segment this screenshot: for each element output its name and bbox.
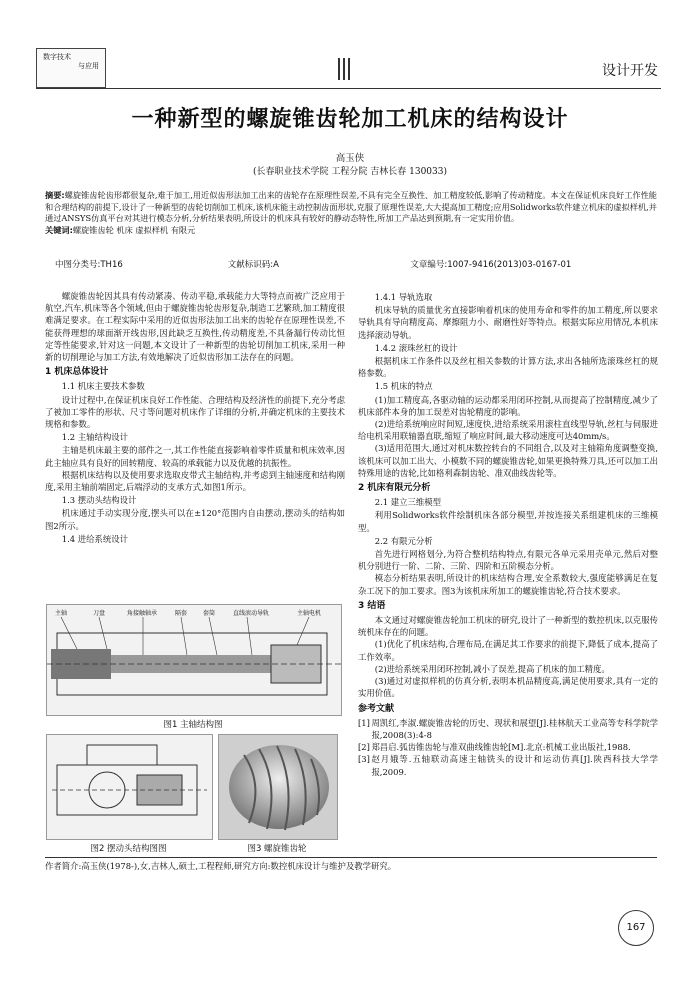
section-1-5-text-b: (2)进给系统响应时间短,速度快,进给系统采用滚柱直线型导轨,丝杠与伺服进给电机采用联轴器直联,缩短了响应时间,最大移动速度可达40mm/s。	[358, 419, 658, 442]
left-column	[45, 290, 345, 546]
section-1-1-text: 设计过程中,在保证机床良好工作性能、合理结构及经济性的前提下,充分考虑了被加工零件的形状、尺寸等问题对机床作了详细的分析,并确定机床的主要技术规格和参数。	[45, 394, 345, 430]
reference-list	[358, 717, 658, 778]
logo-line-1: 数字技术	[43, 53, 71, 61]
fig1-label: 主轴	[55, 610, 68, 617]
fig1-label: 直线滚动导轨	[233, 610, 270, 617]
clc-number: 中图分类号:TH16	[55, 260, 123, 270]
reference-item: [3] 赵月娥等.五轴联动高速主轴铣头的设计和运动仿真[J].陕西科技大学学报,2009.	[358, 754, 658, 777]
figure-1-caption: 图1 主轴结构图	[163, 720, 223, 730]
author-bio-footnote: 作者简介:高玉侠(1978-),女,吉林人,硕士,工程程师,研究方向:数控机床设计与维护及教学研究。	[45, 861, 397, 871]
figure-2-svg	[47, 735, 212, 839]
fig1-label: 主轴电机	[297, 610, 322, 617]
page-number: 167	[618, 910, 654, 946]
article-title: 一种新型的螺旋锥齿轮加工机床的结构设计	[131, 106, 569, 132]
article-number: 文章编号:1007-9416(2013)03-0167-01	[410, 260, 572, 270]
references-heading: 参考文献	[358, 703, 395, 714]
header-divider	[36, 88, 661, 89]
header-bars-decoration	[338, 58, 353, 84]
intro-paragraph: 螺旋锥齿轮因其具有传动紧凑、传动平稳,承载能力大等特点而被广泛应用于航空,汽车,机床等各个领域,但由于螺旋锥齿轮齿形复杂,制造工艺繁琐,加工精度很难满足要求。在工程实际中采用的近似齿形法加工出来的齿轮存在原理性误差,不能获得理想的球面渐开线齿形,因此缺乏互换性,传动精度差,不具备漏行传动比恒定等性能要求,针对这一问题,本文设计了一种新型的齿轮切削加工机床,采用一种新的切削理论与加工方法,有效地解决了近似齿形加工法存在的问题。	[45, 291, 345, 363]
section-1-5-heading: 1.5 机床的特点	[374, 381, 433, 392]
figure-2-swing-head-drawing	[46, 734, 213, 840]
article-meta	[55, 258, 655, 270]
document-code: 文献标识码:A	[227, 260, 279, 270]
footnote-divider	[45, 857, 657, 858]
right-column	[358, 290, 658, 778]
keywords-text: 螺旋锥齿轮 机床 虚拟样机 有限元	[72, 224, 196, 235]
conclusion-text-a: 本文通过对螺旋锥齿轮加工机床的研究,设计了一种新型的数控机床,以克服传统机床存在的问题。	[358, 615, 658, 638]
figure-3-caption: 图3 螺旋锥齿轮	[247, 844, 307, 854]
keywords-label: 关键词:	[45, 224, 73, 235]
section-1-5-text-c: (3)适用范围大,通过对机床数控转台的不同组合,以及对主轴箱角度调整变换,该机床可以加工出大、小模数不同的螺旋锥齿轮,如果更换特殊刀具,还可以加工出特殊用途的齿轮,比如格利森制齿轮、准双曲线齿轮等。	[358, 443, 658, 478]
section-1-3-heading: 1.3 摆动头结构设计	[61, 495, 137, 506]
fig1-label: 隔套	[175, 610, 188, 617]
conclusion-text-c: (2)进给系统采用闭环控制,减小了误差,提高了机床的加工精度。	[374, 663, 610, 674]
abstract-label: 摘要:	[45, 190, 65, 200]
section-2-1-text: 利用Solidworks软件绘制机床各部分模型,并按连接关系组建机床的三维模型。	[358, 510, 658, 533]
fig1-label: 角接触轴承	[127, 610, 158, 617]
author-name: 高玉侠	[335, 153, 365, 164]
section-2-heading: 2 机床有限元分析	[358, 483, 431, 494]
section-1-3-text: 机床通过手动实现分度,摆头可以在±120°范围内自由摆动,摆动头的结构如图2所示。	[45, 508, 345, 531]
journal-logo	[36, 48, 106, 88]
abstract-text: 螺旋锥齿轮齿形都很复杂,难于加工,用近似齿形法加工出来的齿轮存在原理性误差,不具有完全互换性、加工精度较低,影响了传动精度。本文在保证机床良好工作性能和合理结构的前提下,设计了一种新型的齿轮切削加工机床,该机床能主动控制齿面形状,克服了原理性误差,大大提高加工精度;应用Solidworks软件建立机床的虚拟样机,并通过ANSYS仿真平台对其进行模态分析,分析结果表明,所设计的机床具有较好的静动态特性,所加工产品达到预期,有一定实用价值。	[45, 190, 657, 223]
figure-1-spindle-drawing	[46, 604, 342, 716]
fig1-label: 套筒	[203, 610, 216, 617]
figure-2-caption: 图2 摆动头结构图图	[90, 844, 167, 854]
logo-line-2: 与应用	[78, 62, 99, 70]
conclusion-text-b: (1)优化了机床结构,合理布局,在满足其工作要求的前提下,降低了成本,提高了工作效率。	[358, 639, 658, 662]
section-1-2-heading: 1.2 主轴结构设计	[61, 432, 129, 443]
section-2-2-text-b: 模态分析结果表明,所设计的机床结构合理,安全系数较大,强度能够满足在复杂工况下的加工要求。图3为该机床所加工的螺旋锥齿轮,符合技术要求。	[358, 573, 658, 596]
reference-item: [1] 周凯红,李淑.螺旋锥齿轮的历史、现状和展望[J].桂林航天工业高等专科学院学报,2008(3):4-8	[358, 717, 658, 740]
section-1-4-2-heading: 1.4.2 滚珠丝杠的设计	[374, 342, 458, 353]
author-affiliation: (长春职业技术学院 工程分院 吉林长春 130033)	[253, 167, 447, 177]
section-label: 设计开发	[602, 63, 658, 79]
conclusion-text-d: (3)通过对虚拟样机的仿真分析,表明本机品精度高,满足使用要求,具有一定的实用价值。	[358, 676, 658, 699]
section-1-heading: 1 机床总体设计	[45, 367, 109, 378]
reference-item: [2] 郑昌启.弧齿锥齿轮与准双曲线锥齿轮[M].北京:机械工业出版社,1988.	[358, 742, 631, 753]
section-1-4-1-heading: 1.4.1 导轨选取	[374, 292, 433, 302]
figure-1-svg	[47, 605, 341, 715]
section-1-4-heading: 1.4 进给系统设计	[61, 533, 129, 544]
section-1-4-1-text: 机床导轨的质量优劣直接影响着机床的使用寿命和零件的加工精度,所以要求导轨具有导向精度高、摩擦阻力小、耐磨性好等特点。根据实际应用情况,本机床选择滚动导轨。	[358, 305, 658, 340]
section-2-2-heading: 2.2 有限元分析	[374, 535, 433, 546]
section-1-4-2-text: 根据机床工作条件以及丝杠相关参数的计算方法,求出各轴所选滚珠丝杠的规格参数。	[358, 356, 658, 379]
section-1-2-text-b: 根据机床结构以及使用要求选取皮带式主轴结构,并考虑到主轴速度和结构刚度,采用主轴前端固定,后端浮动的支承方式,如图1所示。	[45, 469, 345, 493]
section-2-2-text-a: 首先进行网格划分,为符合整机结构特点,有限元各单元采用壳单元,然后对整机分别进行一阶、二阶、三阶、四阶和五阶模态分析。	[358, 549, 658, 572]
section-2-1-heading: 2.1 建立三维模型	[374, 497, 442, 508]
fig1-label: 刀盘	[93, 610, 106, 617]
figure-3-svg	[219, 735, 337, 839]
abstract	[45, 190, 657, 236]
section-1-2-text-a: 主轴是机床最主要的部件之一,其工作性能直接影响着零件质量和机床效率,因此主轴应具有良好的回转精度、较高的承载能力以及优越的抗振性。	[45, 445, 345, 468]
figure-3-spiral-bevel-gear-photo	[218, 734, 338, 840]
section-1-1-heading: 1.1 机床主要技术参数	[61, 381, 145, 392]
section-1-5-text-a: (1)加工精度高,各驱动轴的运动都采用闭环控制,从而提高了控制精度,减少了机床部件本身的加工误差对齿轮精度的影响。	[358, 394, 658, 417]
section-3-heading: 3 结语	[358, 600, 386, 611]
